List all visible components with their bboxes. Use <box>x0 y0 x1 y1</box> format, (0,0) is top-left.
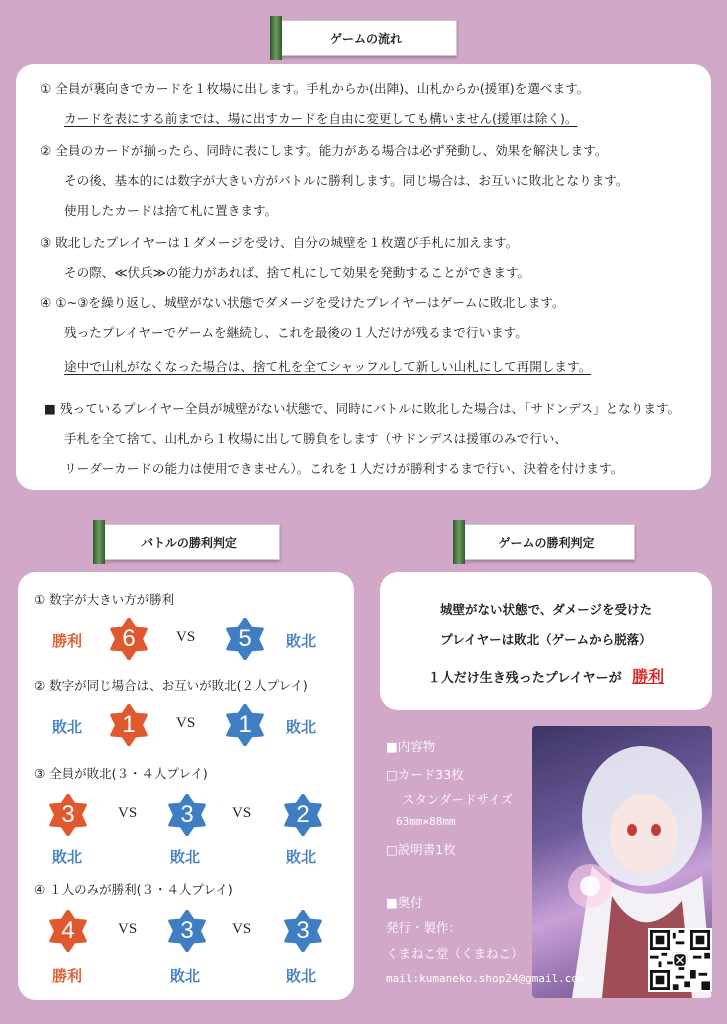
row3-result-1: 敗北 <box>52 848 83 866</box>
battle-row-4-caption: ④ １人のみが勝利(３・４人プレイ) <box>34 882 233 897</box>
row3-value-3: 2 <box>296 801 310 828</box>
game-judgement-panel <box>380 572 712 710</box>
flow-line-8: ④ ①~③を繰り返し、城壁がない状態でダメージを受けたプレイヤーはゲームに敗北します。 <box>40 295 565 310</box>
flow-line-1: ① 全員が裏向きでカードを１枚場に出します。手札からか(出陣)、山札からか(援軍)を選べます。 <box>40 81 590 96</box>
row1-right-card <box>224 618 266 660</box>
row1-vs: VS <box>176 629 196 645</box>
note-line-3: リーダーカードの能力は使用できません）。これを１人だけが勝利するまで行い、決着を付けます。 <box>64 461 624 476</box>
row4-card-1 <box>47 910 89 952</box>
battle-section-title <box>98 524 280 560</box>
battle-title-text: バトルの勝利判定 <box>141 535 237 550</box>
flow-line-10: 途中で山札がなくなった場合は、捨て札を全てシャッフルして新しい山札にして再開します。 <box>64 359 592 374</box>
battle-row-3-caption: ③ 全員が敗北(３・４人プレイ) <box>34 766 208 781</box>
flow-section-title <box>275 20 457 56</box>
row4-result-3: 敗北 <box>286 967 317 985</box>
colophon-publisher: くまねこ堂（くまねこ） <box>386 946 524 961</box>
flow-line-6: ③ 敗北したプレイヤーは１ダメージを受け、自分の城壁を１枚選び手札に加えます。 <box>40 235 519 250</box>
row2-left-result: 敗北 <box>52 718 83 736</box>
contents-cards: □カード33枚 <box>386 767 464 782</box>
row3-result-3: 敗北 <box>286 848 317 866</box>
note-line-2: 手札を全て捨て、山札から１枚場に出して勝負をします（サドンデスは援軍のみで行い、 <box>64 431 567 446</box>
row2-vs: VS <box>176 715 196 731</box>
flow-line-7: その際、≪伏兵≫の能力があれば、捨て札にして効果を発動することができます。 <box>64 265 531 280</box>
flow-title-text: ゲームの流れ <box>329 31 402 46</box>
battle-panel <box>18 572 354 1000</box>
title-tab-decoration <box>270 16 282 60</box>
row3-vs-2: VS <box>232 805 252 821</box>
flow-line-5: 使用したカードは捨て札に置きます。 <box>64 203 278 218</box>
row2-right-result: 敗北 <box>286 718 317 736</box>
qr-code[interactable] <box>648 928 712 992</box>
row4-value-3: 3 <box>296 917 310 944</box>
note-line-1: ■ 残っているプレイヤー全員が城壁がない状態で、同時にバトルに敗北した場合は、「サドンデス」となります。 <box>44 401 681 416</box>
row4-card-3 <box>282 910 324 952</box>
row4-value-1: 4 <box>61 917 75 944</box>
row2-right-card <box>224 704 266 746</box>
game-judgement-line-3-wrap <box>380 664 712 687</box>
game-judgement-line-3: １人だけ生き残ったプレイヤーが <box>427 671 622 686</box>
row3-card-2 <box>166 794 208 836</box>
row2-left-card <box>108 704 150 746</box>
row4-card-2 <box>166 910 208 952</box>
row3-card-3 <box>282 794 324 836</box>
row4-result-1: 勝利 <box>52 967 83 985</box>
battle-row-2-caption: ② 数字が同じ場合は、お互いが敗北(２人プレイ) <box>34 678 308 693</box>
row4-value-2: 3 <box>180 917 194 944</box>
row3-vs-1: VS <box>118 805 138 821</box>
contents-size-value: 63mm×88mm <box>396 815 456 828</box>
flow-line-4: その後、基本的には数字が大きい方がバトルに勝利します。同じ場合は、お互いに敗北となります。 <box>64 173 629 188</box>
flow-line-3: ② 全員のカードが揃ったら、同時に表にします。能力がある場合は必ず発動し、効果を解決します。 <box>40 143 608 158</box>
row3-value-1: 3 <box>61 801 75 828</box>
contents-heading: ■内容物 <box>386 739 436 754</box>
row1-left-value: 6 <box>122 625 136 652</box>
row3-value-2: 3 <box>180 801 194 828</box>
game-judgement-line-2: プレイヤーは敗北（ゲームから脱落） <box>440 632 652 647</box>
row4-vs-2: VS <box>232 921 252 937</box>
colophon-heading: ■奥付 <box>386 895 423 910</box>
row1-left-result: 勝利 <box>52 632 83 650</box>
row1-right-value: 5 <box>238 625 252 652</box>
row3-card-1 <box>47 794 89 836</box>
title-tab-decoration <box>93 520 105 564</box>
row2-left-value: 1 <box>122 711 136 738</box>
colophon-email: mail:kumaneko.shop24@gmail.com <box>386 972 585 985</box>
contents-manual: □説明書1枚 <box>386 842 456 857</box>
row1-right-result: 敗北 <box>286 632 317 650</box>
flow-panel <box>16 64 711 490</box>
flow-line-2: カードを表にする前までは、場に出すカードを自由に変更しても構いません(援軍は除く)。 <box>64 111 578 126</box>
game-section-title <box>458 524 635 560</box>
colophon-role: 発行・製作： <box>386 920 462 935</box>
battle-row-1-caption: ① 数字が大きい方が勝利 <box>34 592 175 607</box>
qr-code-graphic <box>650 930 710 990</box>
row3-result-2: 敗北 <box>170 848 201 866</box>
title-tab-decoration <box>453 520 465 564</box>
row4-vs-1: VS <box>118 921 138 937</box>
flow-line-9: 残ったプレイヤーでゲームを継続し、これを最後の１人だけが残るまで行います。 <box>64 325 528 340</box>
win-highlight: 勝利 <box>632 667 665 686</box>
row1-left-card <box>108 618 150 660</box>
row4-result-2: 敗北 <box>170 967 201 985</box>
game-judgement-line-1: 城壁がない状態で、ダメージを受けた <box>439 602 652 617</box>
row2-right-value: 1 <box>238 711 252 738</box>
contents-size-label: スタンダードサイズ <box>402 792 514 807</box>
game-title-text: ゲームの勝利判定 <box>498 535 595 550</box>
